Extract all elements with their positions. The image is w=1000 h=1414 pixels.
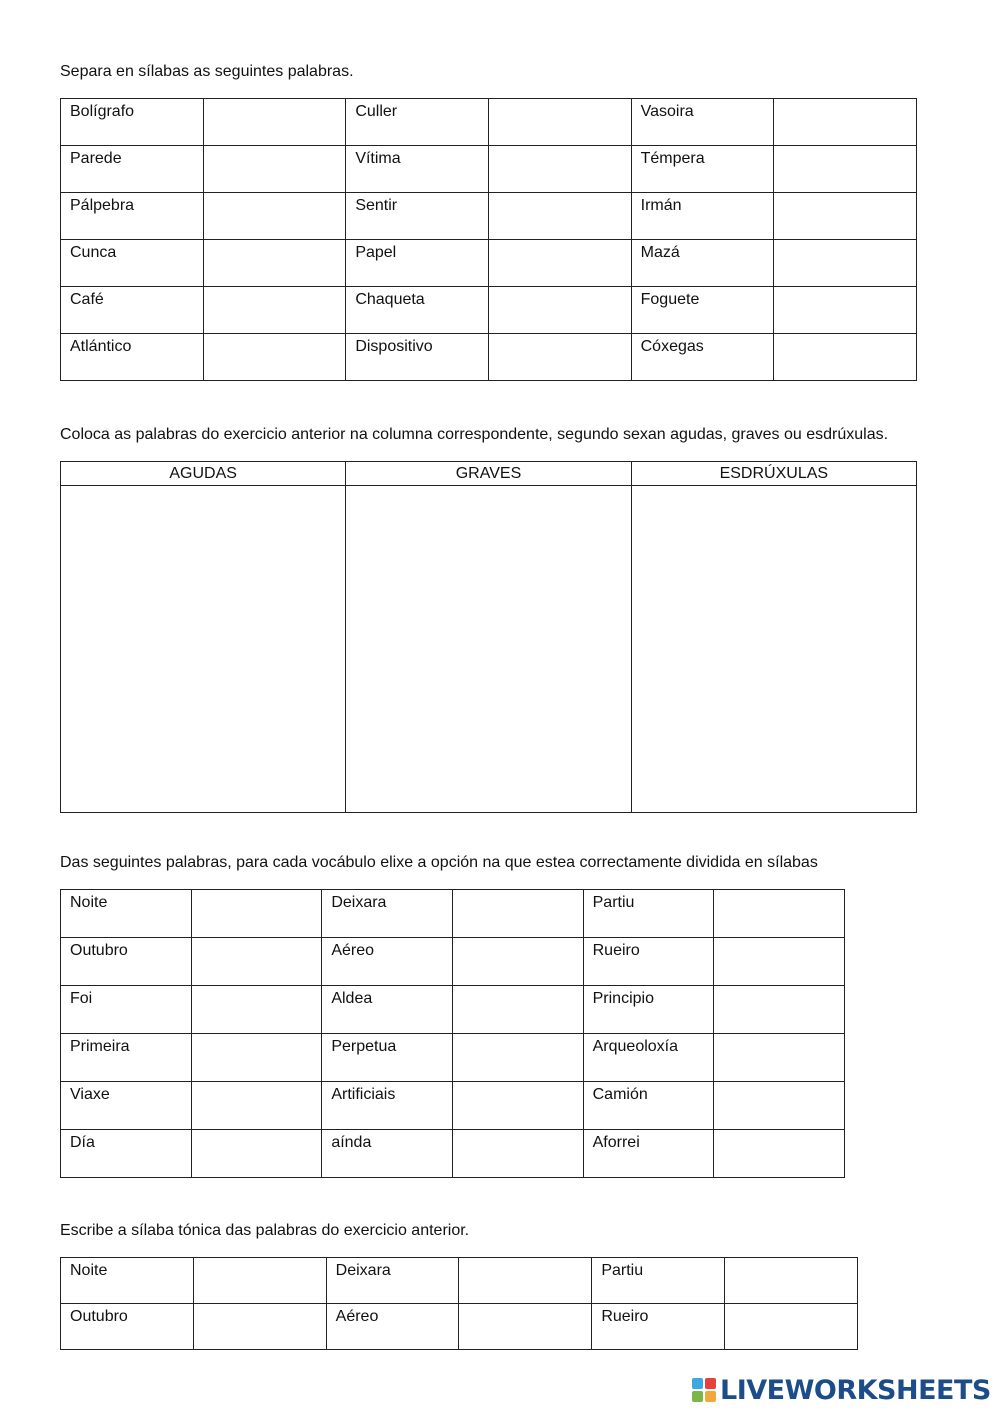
- logo-text: LIVEWORKSHEETS: [720, 1374, 991, 1406]
- word-label: Vasoira: [640, 103, 694, 120]
- word-label: Partiu: [592, 894, 635, 911]
- word-cell: [326, 1258, 459, 1304]
- word-cell: [61, 1258, 194, 1304]
- word-label: Aldea: [331, 990, 373, 1007]
- answer-cell[interactable]: [452, 1130, 583, 1178]
- exercise-3-instruction: Das seguintes palabras, para cada vocábulo elixe a opción na que estea correctamente dividida en sílabas: [60, 854, 818, 871]
- word-label: Primeira: [70, 1038, 130, 1055]
- exercise-1-instruction: Separa en sílabas as seguintes palabras.: [60, 63, 354, 80]
- word-cell: [346, 287, 489, 334]
- exercise-3-table: [60, 889, 845, 1178]
- word-cell: [631, 193, 774, 240]
- answer-cell[interactable]: [774, 193, 917, 240]
- answer-cell[interactable]: [774, 287, 917, 334]
- table-row: [61, 146, 917, 193]
- word-label: Outubro: [70, 942, 128, 959]
- word-cell: [631, 240, 774, 287]
- table-row: [61, 1304, 858, 1350]
- table-row: [61, 1130, 845, 1178]
- word-cell: [322, 890, 453, 938]
- word-label: Irmán: [640, 197, 682, 214]
- word-cell: [631, 99, 774, 146]
- word-label: Artificiais: [331, 1086, 396, 1103]
- word-cell: [631, 334, 774, 381]
- answer-cell[interactable]: [203, 146, 346, 193]
- word-label: Día: [70, 1134, 95, 1151]
- word-label: Vítima: [355, 150, 401, 167]
- logo-square: [692, 1391, 703, 1402]
- word-cell: [346, 193, 489, 240]
- answer-cell[interactable]: [714, 1082, 845, 1130]
- answer-cell[interactable]: [191, 1130, 322, 1178]
- answer-cell[interactable]: [714, 938, 845, 986]
- word-cell: [346, 240, 489, 287]
- answer-cell[interactable]: [725, 1304, 858, 1350]
- word-label: Aéreo: [335, 1308, 379, 1325]
- table-row: [61, 1082, 845, 1130]
- word-cell: [583, 890, 714, 938]
- word-label: Rueiro: [592, 942, 640, 959]
- answer-cell[interactable]: [452, 890, 583, 938]
- answer-cell[interactable]: [488, 287, 631, 334]
- table-row: [61, 334, 917, 381]
- word-cell: [583, 1034, 714, 1082]
- word-cell: [322, 1130, 453, 1178]
- answer-area-esdruxulas[interactable]: [631, 486, 916, 813]
- answer-cell[interactable]: [191, 938, 322, 986]
- word-label: Arqueoloxía: [592, 1038, 679, 1055]
- exercise-2-table: [60, 461, 917, 813]
- answer-cell[interactable]: [191, 890, 322, 938]
- liveworksheets-logo: [692, 1374, 991, 1406]
- word-label: Noite: [70, 1262, 108, 1279]
- answer-cell[interactable]: [452, 1034, 583, 1082]
- word-cell: [346, 334, 489, 381]
- answer-cell[interactable]: [452, 986, 583, 1034]
- word-cell: [61, 99, 204, 146]
- answer-cell[interactable]: [459, 1304, 592, 1350]
- word-cell: [583, 1130, 714, 1178]
- word-label: Culler: [355, 103, 398, 120]
- word-cell: [61, 240, 204, 287]
- word-cell: [326, 1304, 459, 1350]
- word-label: aínda: [331, 1134, 372, 1151]
- word-label: Cóxegas: [640, 338, 704, 355]
- word-label: Deixara: [335, 1262, 391, 1279]
- answer-cell[interactable]: [193, 1258, 326, 1304]
- word-label: Atlántico: [70, 338, 132, 355]
- answer-cell[interactable]: [714, 986, 845, 1034]
- word-cell: [61, 193, 204, 240]
- word-cell: [61, 1082, 192, 1130]
- table-row: [61, 938, 845, 986]
- word-label: Deixara: [331, 894, 387, 911]
- word-label: Outubro: [70, 1308, 128, 1325]
- answer-cell[interactable]: [774, 334, 917, 381]
- answer-cell[interactable]: [191, 986, 322, 1034]
- table-row: [61, 193, 917, 240]
- word-cell: [346, 146, 489, 193]
- answer-cell[interactable]: [774, 146, 917, 193]
- word-label: Café: [70, 291, 104, 308]
- word-label: Foguete: [640, 291, 700, 308]
- word-cell: [583, 938, 714, 986]
- word-label: Bolígrafo: [70, 103, 135, 120]
- word-cell: [346, 99, 489, 146]
- answer-cell[interactable]: [203, 240, 346, 287]
- answer-cell[interactable]: [714, 890, 845, 938]
- word-cell: [61, 146, 204, 193]
- word-label: Principio: [592, 990, 654, 1007]
- logo-square: [692, 1378, 703, 1389]
- word-label: Aéreo: [331, 942, 375, 959]
- answer-cell[interactable]: [191, 1082, 322, 1130]
- word-label: Témpera: [640, 150, 705, 167]
- word-cell: [61, 1130, 192, 1178]
- column-header-graves: GRAVES: [346, 462, 631, 486]
- word-label: Cunca: [70, 244, 117, 261]
- answer-cell[interactable]: [191, 1034, 322, 1082]
- answer-cell[interactable]: [488, 193, 631, 240]
- word-label: Dispositivo: [355, 338, 433, 355]
- answer-area-graves[interactable]: [346, 486, 631, 813]
- exercise-1-table: [60, 98, 917, 381]
- word-cell: [322, 1082, 453, 1130]
- word-label: Aforrei: [592, 1134, 640, 1151]
- word-cell: [583, 1082, 714, 1130]
- answer-area-agudas[interactable]: [61, 486, 346, 813]
- exercise-2-instruction: Coloca as palabras do exercicio anterior na columna correspondente, segundo sexan agudas, graves ou esdrúxulas.: [60, 426, 889, 443]
- table-row: [61, 240, 917, 287]
- answer-cell[interactable]: [203, 99, 346, 146]
- answer-cell[interactable]: [203, 287, 346, 334]
- answer-cell[interactable]: [203, 193, 346, 240]
- answer-cell[interactable]: [714, 1130, 845, 1178]
- table-row: [61, 1258, 858, 1304]
- answer-cell[interactable]: [488, 146, 631, 193]
- logo-squares-icon: [692, 1378, 716, 1402]
- table-row: [61, 287, 917, 334]
- word-label: Viaxe: [70, 1086, 110, 1103]
- word-cell: [322, 938, 453, 986]
- word-cell: [61, 334, 204, 381]
- answer-cell[interactable]: [452, 938, 583, 986]
- word-cell: [592, 1258, 725, 1304]
- word-cell: [322, 1034, 453, 1082]
- word-label: Parede: [70, 150, 122, 167]
- word-label: Chaqueta: [355, 291, 425, 308]
- answer-cell[interactable]: [488, 240, 631, 287]
- word-cell: [61, 1304, 194, 1350]
- answer-cell[interactable]: [459, 1258, 592, 1304]
- word-label: Papel: [355, 244, 397, 261]
- word-label: Camión: [592, 1086, 648, 1103]
- word-label: Mazá: [640, 244, 680, 261]
- answer-cell[interactable]: [488, 99, 631, 146]
- table-row: [61, 890, 845, 938]
- word-cell: [61, 287, 204, 334]
- table-row: [61, 986, 845, 1034]
- logo-square: [705, 1391, 716, 1402]
- column-header-agudas: AGUDAS: [61, 462, 346, 486]
- exercise-4-instruction: Escribe a sílaba tónica das palabras do exercicio anterior.: [60, 1222, 470, 1239]
- answer-cell[interactable]: [774, 99, 917, 146]
- answer-cell[interactable]: [452, 1082, 583, 1130]
- word-cell: [322, 986, 453, 1034]
- word-label: Partiu: [601, 1262, 644, 1279]
- answer-cell[interactable]: [203, 334, 346, 381]
- answer-cell[interactable]: [714, 1034, 845, 1082]
- word-cell: [61, 890, 192, 938]
- word-label: Pálpebra: [70, 197, 135, 214]
- word-label: Foi: [70, 990, 93, 1007]
- word-cell: [631, 146, 774, 193]
- word-label: Rueiro: [601, 1308, 649, 1325]
- exercise-4-table: [60, 1257, 858, 1350]
- table-row: [61, 99, 917, 146]
- answer-cell[interactable]: [193, 1304, 326, 1350]
- logo-square: [705, 1378, 716, 1389]
- word-cell: [61, 938, 192, 986]
- answer-cell[interactable]: [774, 240, 917, 287]
- word-cell: [61, 1034, 192, 1082]
- table-row: [61, 1034, 845, 1082]
- answer-cell[interactable]: [488, 334, 631, 381]
- column-header-esdruxulas: ESDRÚXULAS: [631, 462, 916, 486]
- word-cell: [583, 986, 714, 1034]
- word-label: Perpetua: [331, 1038, 397, 1055]
- answer-cell[interactable]: [725, 1258, 858, 1304]
- word-cell: [631, 287, 774, 334]
- word-cell: [61, 986, 192, 1034]
- word-cell: [592, 1304, 725, 1350]
- word-label: Sentir: [355, 197, 398, 214]
- word-label: Noite: [70, 894, 108, 911]
